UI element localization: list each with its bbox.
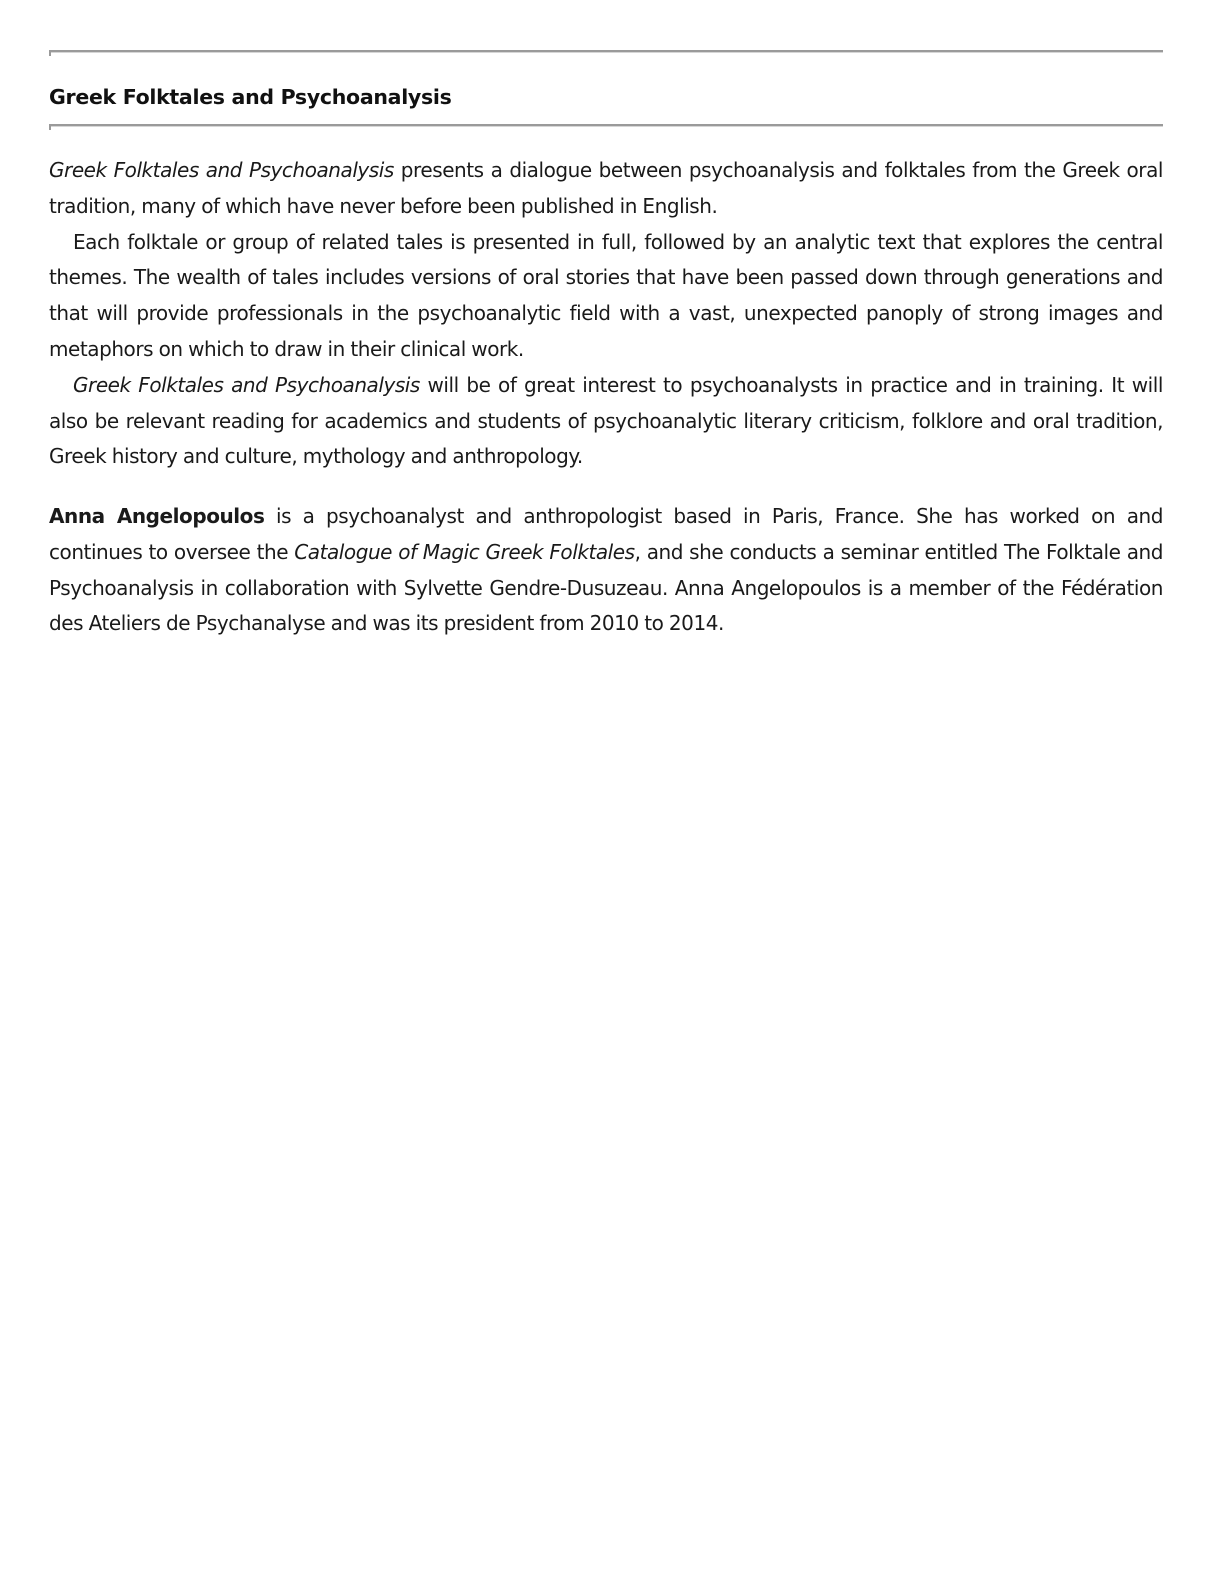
author-bio-text-before: is a psychoanalyst and anthropologist based in Paris, France. She has worked on and continues to oversee the	[49, 504, 1163, 564]
description-text-1: presents a dialogue between psychoanalysis and folktales from the Greek oral tradition, many of which have never before been published in English.	[49, 158, 1163, 218]
catalogue-title: Catalogue of Magic Greek Folktales	[294, 539, 635, 564]
title-divider	[49, 124, 1163, 127]
book-description	[49, 153, 1163, 475]
book-title-italic: Greek Folktales and Psychoanalysis	[73, 372, 420, 397]
description-text-2: Each folktale or group of related tales is presented in full, followed by an analytic text that explores the central themes. The wealth of tales includes versions of oral stories that have been passed down through generations and that will provide professionals in the psychoanalytic field with a vast, unexpected panoply of strong images and metaphors on which to draw in their clinical work.	[49, 229, 1163, 361]
page-title: Greek Folktales and Psychoanalysis	[49, 85, 452, 109]
description-paragraph-3	[49, 368, 1163, 475]
description-paragraph-1	[49, 153, 1163, 225]
top-divider	[49, 50, 1163, 53]
description-text-3: will be of great interest to psychoanalysts in practice and in training. It will also be relevant reading for academics and students of psychoanalytic literary criticism, folklore and oral tradition, Greek history and culture, mythology and anthropology.	[49, 372, 1163, 469]
author-bio-paragraph	[49, 499, 1163, 642]
author-bio	[49, 499, 1163, 642]
book-title-italic: Greek Folktales and Psychoanalysis	[49, 158, 394, 182]
description-paragraph-2	[49, 225, 1163, 368]
author-bio-text-after: , and she conducts a seminar entitled The Folktale and Psychoanalysis in collaboration with Sylvette Gendre-Dusuzeau. Anna Angelopoulos is a member of the Fédération des Ateliers de Psychanalyse and was its president from 2010 to 2014.	[49, 539, 1163, 636]
author-name: Anna Angelopoulos	[49, 504, 265, 528]
